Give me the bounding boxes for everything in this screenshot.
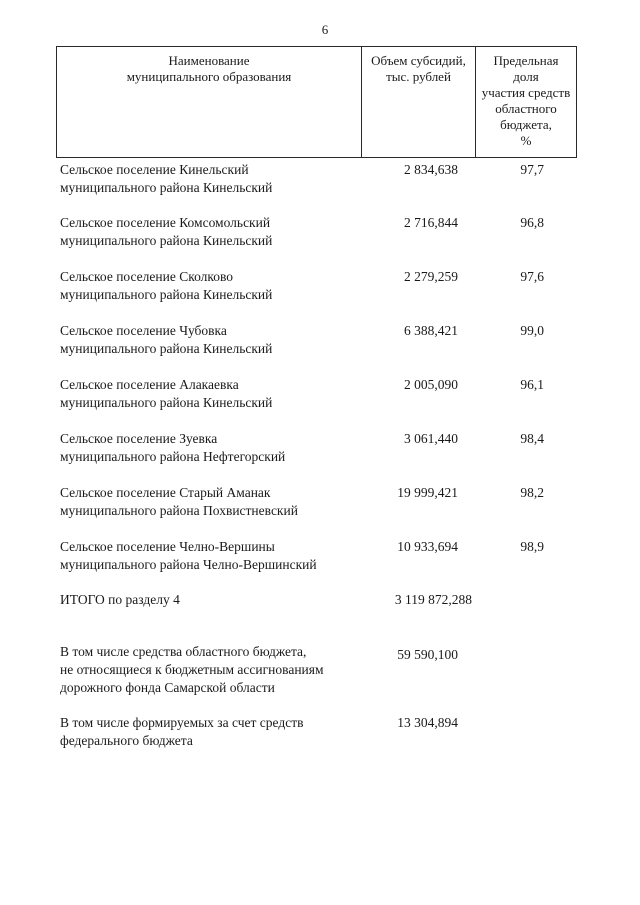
page-number: 6 xyxy=(321,22,329,37)
subsidy-volume: 3 061,440 xyxy=(404,431,458,446)
budget-share: 96,1 xyxy=(520,377,544,392)
name-line: муниципального района Похвистневский xyxy=(60,503,298,518)
subsidy-volume: 2 279,259 xyxy=(404,269,458,284)
municipality-name xyxy=(60,268,370,304)
note-line: дорожного фонда Самарской области xyxy=(60,680,275,695)
municipality-name xyxy=(60,484,370,520)
note-line: В том числе формируемых за счет средств xyxy=(60,715,304,730)
note-line: не относящиеся к бюджетным ассигнованиям xyxy=(60,662,324,677)
note-text xyxy=(60,643,370,697)
subsidy-volume: 2 834,638 xyxy=(404,162,458,177)
subsidy-volume: 2 005,090 xyxy=(404,377,458,392)
name-line: муниципального района Челно-Вершинский xyxy=(60,557,317,572)
total-volume: 3 119 872,288 xyxy=(394,592,472,607)
municipality-name xyxy=(60,214,370,250)
municipality-name xyxy=(60,538,370,574)
header-text: тыс. рублей xyxy=(386,69,451,84)
header-volume-column xyxy=(362,47,476,157)
budget-share: 97,6 xyxy=(520,269,544,284)
municipality-name xyxy=(60,376,370,412)
header-text: областного xyxy=(495,101,557,116)
note-line: федерального бюджета xyxy=(60,733,193,748)
header-share-column xyxy=(476,47,576,157)
name-line: Сельское поселение Алакаевка xyxy=(60,377,239,392)
subsidy-volume: 10 933,694 xyxy=(397,539,458,554)
budget-share: 98,2 xyxy=(520,485,544,500)
header-text: участия средств xyxy=(481,85,571,100)
subsidy-volume: 19 999,421 xyxy=(397,485,458,500)
total-label-text: ИТОГО по разделу 4 xyxy=(60,592,180,607)
name-line: Сельское поселение Кинельский xyxy=(60,162,249,177)
name-line: Сельское поселение Старый Аманак xyxy=(60,485,271,500)
header-text: Предельная xyxy=(493,53,559,68)
name-line: Сельское поселение Сколково xyxy=(60,269,234,284)
name-line: муниципального района Кинельский xyxy=(60,287,273,302)
header-text: доля xyxy=(513,69,539,84)
name-line: Сельское поселение Комсомольский xyxy=(60,215,271,230)
name-line: муниципального района Нефтегорский xyxy=(60,449,286,464)
name-line: Сельское поселение Зуевка xyxy=(60,431,218,446)
budget-share: 98,4 xyxy=(520,431,544,446)
header-text: бюджета, xyxy=(500,117,552,132)
subsidy-volume: 6 388,421 xyxy=(404,323,458,338)
header-name-column xyxy=(57,47,362,157)
note-volume: 13 304,894 xyxy=(397,715,458,730)
subsidy-volume: 2 716,844 xyxy=(404,215,458,230)
name-line: муниципального района Кинельский xyxy=(60,341,273,356)
note-volume: 59 590,100 xyxy=(397,647,458,662)
municipality-name xyxy=(60,322,370,358)
budget-share: 98,9 xyxy=(520,539,544,554)
budget-share: 99,0 xyxy=(520,323,544,338)
header-text: % xyxy=(520,133,532,148)
header-text: Объем субсидий, xyxy=(371,53,466,68)
budget-share: 97,7 xyxy=(520,162,544,177)
total-label xyxy=(60,591,370,609)
municipality-name xyxy=(60,430,370,466)
header-text: Наименование xyxy=(168,53,250,68)
note-line: В том числе средства областного бюджета, xyxy=(60,644,307,659)
table-header xyxy=(56,46,577,158)
name-line: муниципального района Кинельский xyxy=(60,180,273,195)
name-line: Сельское поселение Челно-Вершины xyxy=(60,539,275,554)
note-text xyxy=(60,714,370,750)
name-line: Сельское поселение Чубовка xyxy=(60,323,227,338)
name-line: муниципального района Кинельский xyxy=(60,395,273,410)
budget-share: 96,8 xyxy=(520,215,544,230)
name-line: муниципального района Кинельский xyxy=(60,233,273,248)
header-text: муниципального образования xyxy=(126,69,292,84)
municipality-name xyxy=(60,161,370,197)
